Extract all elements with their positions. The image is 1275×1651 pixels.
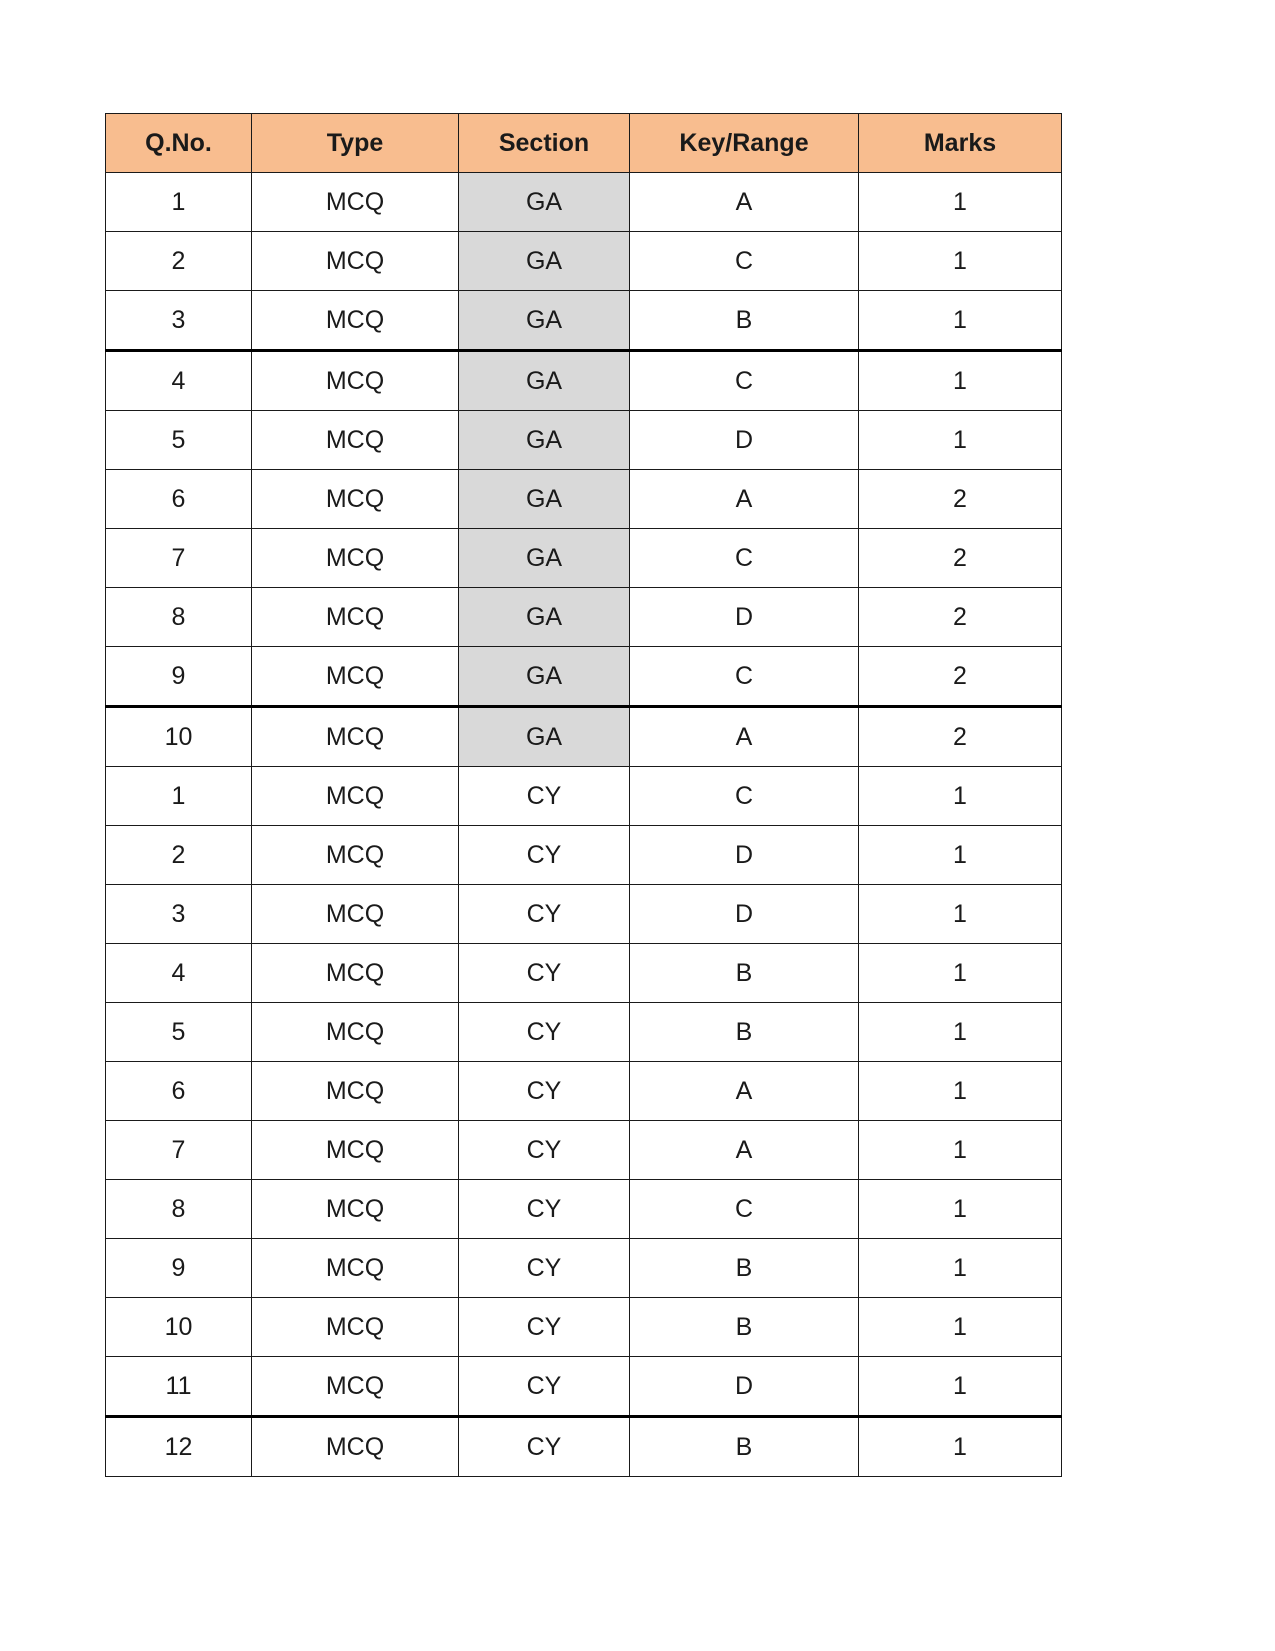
cell-section: GA: [459, 647, 630, 707]
cell-marks: 1: [859, 173, 1062, 232]
table-row: [106, 1062, 1062, 1121]
table-row: [106, 885, 1062, 944]
cell-key: D: [630, 826, 859, 885]
cell-qno: 8: [106, 1180, 252, 1239]
cell-marks: 1: [859, 767, 1062, 826]
cell-key: B: [630, 1298, 859, 1357]
cell-section: GA: [459, 411, 630, 470]
cell-marks: 1: [859, 291, 1062, 351]
cell-key: B: [630, 1003, 859, 1062]
header-section: Section: [459, 114, 630, 173]
cell-type: MCQ: [252, 470, 459, 529]
cell-key: C: [630, 351, 859, 411]
cell-type: MCQ: [252, 1239, 459, 1298]
table-row: [106, 647, 1062, 707]
cell-marks: 1: [859, 411, 1062, 470]
cell-qno: 10: [106, 707, 252, 767]
cell-type: MCQ: [252, 1298, 459, 1357]
table-header: [106, 114, 1062, 173]
cell-type: MCQ: [252, 291, 459, 351]
cell-key: B: [630, 291, 859, 351]
cell-section: CY: [459, 767, 630, 826]
cell-key: D: [630, 411, 859, 470]
cell-type: MCQ: [252, 826, 459, 885]
cell-qno: 7: [106, 529, 252, 588]
cell-type: MCQ: [252, 707, 459, 767]
cell-type: MCQ: [252, 588, 459, 647]
cell-section: CY: [459, 1417, 630, 1477]
cell-marks: 1: [859, 1417, 1062, 1477]
answer-key-table: [105, 113, 1062, 1477]
cell-type: MCQ: [252, 173, 459, 232]
header-type: Type: [252, 114, 459, 173]
cell-qno: 11: [106, 1357, 252, 1417]
cell-marks: 2: [859, 647, 1062, 707]
cell-key: D: [630, 1357, 859, 1417]
cell-marks: 1: [859, 232, 1062, 291]
cell-type: MCQ: [252, 767, 459, 826]
table-row: [106, 707, 1062, 767]
cell-marks: 1: [859, 1121, 1062, 1180]
cell-section: CY: [459, 826, 630, 885]
cell-type: MCQ: [252, 1357, 459, 1417]
cell-qno: 5: [106, 411, 252, 470]
header-qno: Q.No.: [106, 114, 252, 173]
cell-qno: 10: [106, 1298, 252, 1357]
cell-qno: 9: [106, 647, 252, 707]
cell-marks: 1: [859, 1298, 1062, 1357]
table-row: [106, 1239, 1062, 1298]
cell-section: CY: [459, 944, 630, 1003]
cell-type: MCQ: [252, 885, 459, 944]
cell-qno: 5: [106, 1003, 252, 1062]
cell-key: C: [630, 767, 859, 826]
table-row: [106, 767, 1062, 826]
cell-type: MCQ: [252, 232, 459, 291]
cell-section: GA: [459, 470, 630, 529]
cell-marks: 1: [859, 1357, 1062, 1417]
cell-qno: 6: [106, 470, 252, 529]
cell-key: A: [630, 470, 859, 529]
cell-type: MCQ: [252, 529, 459, 588]
cell-qno: 4: [106, 351, 252, 411]
cell-type: MCQ: [252, 647, 459, 707]
cell-section: GA: [459, 707, 630, 767]
cell-key: C: [630, 529, 859, 588]
cell-key: D: [630, 588, 859, 647]
cell-qno: 8: [106, 588, 252, 647]
cell-marks: 2: [859, 588, 1062, 647]
cell-section: CY: [459, 1062, 630, 1121]
table-row: [106, 1357, 1062, 1417]
table-row: [106, 588, 1062, 647]
table-row: [106, 291, 1062, 351]
cell-section: GA: [459, 351, 630, 411]
cell-qno: 4: [106, 944, 252, 1003]
cell-marks: 2: [859, 707, 1062, 767]
table-row: [106, 1298, 1062, 1357]
cell-type: MCQ: [252, 944, 459, 1003]
cell-section: CY: [459, 885, 630, 944]
cell-qno: 2: [106, 826, 252, 885]
table-body: [106, 173, 1062, 1477]
cell-key: B: [630, 1239, 859, 1298]
cell-key: A: [630, 173, 859, 232]
cell-type: MCQ: [252, 1003, 459, 1062]
cell-qno: 3: [106, 885, 252, 944]
table-row: [106, 1003, 1062, 1062]
cell-qno: 1: [106, 767, 252, 826]
cell-qno: 9: [106, 1239, 252, 1298]
header-row: [106, 114, 1062, 173]
cell-section: CY: [459, 1298, 630, 1357]
cell-key: A: [630, 707, 859, 767]
cell-type: MCQ: [252, 1180, 459, 1239]
cell-key: A: [630, 1062, 859, 1121]
table-row: [106, 1417, 1062, 1477]
cell-type: MCQ: [252, 1121, 459, 1180]
cell-section: CY: [459, 1180, 630, 1239]
cell-marks: 2: [859, 529, 1062, 588]
table-row: [106, 470, 1062, 529]
cell-marks: 1: [859, 1239, 1062, 1298]
table-row: [106, 944, 1062, 1003]
header-marks: Marks: [859, 114, 1062, 173]
cell-type: MCQ: [252, 1062, 459, 1121]
table-row: [106, 232, 1062, 291]
cell-marks: 1: [859, 1180, 1062, 1239]
cell-marks: 1: [859, 944, 1062, 1003]
cell-section: CY: [459, 1003, 630, 1062]
cell-key: A: [630, 1121, 859, 1180]
cell-qno: 3: [106, 291, 252, 351]
cell-marks: 1: [859, 1062, 1062, 1121]
cell-section: CY: [459, 1239, 630, 1298]
cell-qno: 7: [106, 1121, 252, 1180]
cell-qno: 1: [106, 173, 252, 232]
header-key-range: Key/Range: [630, 114, 859, 173]
cell-type: MCQ: [252, 1417, 459, 1477]
cell-marks: 1: [859, 885, 1062, 944]
cell-key: C: [630, 232, 859, 291]
table-row: [106, 529, 1062, 588]
cell-section: GA: [459, 291, 630, 351]
table-row: [106, 173, 1062, 232]
cell-marks: 1: [859, 1003, 1062, 1062]
cell-qno: 2: [106, 232, 252, 291]
table-row: [106, 1121, 1062, 1180]
cell-section: GA: [459, 529, 630, 588]
cell-key: D: [630, 885, 859, 944]
cell-key: C: [630, 647, 859, 707]
cell-qno: 6: [106, 1062, 252, 1121]
cell-marks: 2: [859, 470, 1062, 529]
table-row: [106, 826, 1062, 885]
cell-key: C: [630, 1180, 859, 1239]
cell-key: B: [630, 944, 859, 1003]
cell-section: GA: [459, 588, 630, 647]
cell-marks: 1: [859, 351, 1062, 411]
cell-section: GA: [459, 173, 630, 232]
cell-qno: 12: [106, 1417, 252, 1477]
cell-key: B: [630, 1417, 859, 1477]
cell-section: CY: [459, 1357, 630, 1417]
cell-type: MCQ: [252, 411, 459, 470]
cell-section: GA: [459, 232, 630, 291]
table-row: [106, 411, 1062, 470]
table-row: [106, 1180, 1062, 1239]
table-row: [106, 351, 1062, 411]
cell-section: CY: [459, 1121, 630, 1180]
cell-type: MCQ: [252, 351, 459, 411]
cell-marks: 1: [859, 826, 1062, 885]
